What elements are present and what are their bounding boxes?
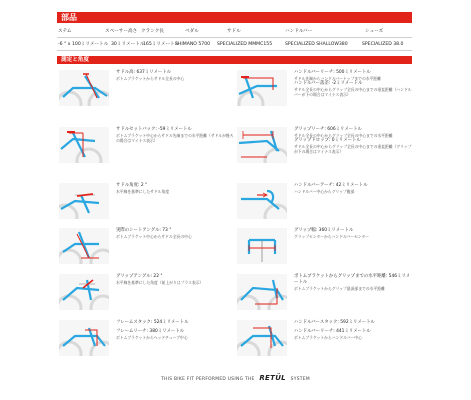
grip-width-diagram	[237, 228, 287, 264]
handlebar-reach-diagram	[237, 70, 287, 106]
bike-fit-diagram-icon	[59, 274, 109, 310]
value-crank: 165ミリメートル	[143, 42, 180, 47]
seat-angle-diagram	[59, 228, 109, 264]
bike-fit-diagram-icon	[237, 127, 287, 163]
handlebar-drop-label: ハンドルバー落差: -2ミリメートル	[294, 81, 363, 86]
measure-grip-reach-drop	[237, 127, 413, 163]
saddle-angle-diagram	[59, 183, 109, 219]
grip-reach-diagram	[237, 127, 287, 163]
grip-drop-label: グリップドロップ: 0ミリメートル	[294, 138, 361, 143]
bike-fit-diagram-icon	[237, 183, 287, 219]
saddle-setback-diagram	[59, 127, 109, 163]
header-spacer: スペーサー高さ	[105, 29, 138, 34]
parts-value-row	[57, 40, 412, 48]
frame-reach-desc: ボトムブラケットからヘッドチューブ中心	[116, 335, 188, 340]
parts-section-title: 部品	[57, 12, 412, 23]
footer-post-text: SYSTEM	[290, 377, 310, 382]
saddle-angle-label: サドル角度: 2 °	[116, 183, 148, 188]
handlebar-reach-desc: サドル先端からハンドルバートップまでの水平距離	[294, 76, 381, 81]
saddle-height-diagram	[59, 70, 109, 106]
handlebar-stack-diagram	[237, 320, 287, 356]
handlebar-reach-label: ハンドルバーリーチ: 500ミリメートル	[294, 70, 371, 75]
measure-handlebar-reach-drop	[237, 70, 413, 106]
grip-angle-diagram	[59, 274, 109, 310]
measure-frame-stack-reach	[59, 320, 235, 356]
header-crank: クランク長	[141, 29, 164, 34]
saddle-angle-desc: 水平線を基準にしたサドル角度	[116, 189, 170, 194]
bike-fit-diagram-icon	[59, 127, 109, 163]
bike-fit-diagram-icon	[237, 274, 287, 310]
saddle-setback-label: サドルセットバック: -59ミリメートル	[116, 127, 192, 132]
value-saddle: SPECIALIZED MMMC155	[217, 41, 273, 47]
measure-grip-angle	[59, 274, 235, 310]
measure-seat-angle	[59, 228, 235, 264]
header-shoes: シューズ	[365, 29, 384, 34]
parts-header-row	[57, 27, 412, 35]
value-stem: -6 ° x 100ミリメートル	[58, 42, 109, 47]
saddle-height-label: サドル高: 637ミリメートル	[116, 70, 172, 75]
value-handlebar: SPECIALIZED SHALLOW380	[285, 41, 348, 47]
footer	[0, 374, 471, 382]
value-pedal: SHIMANO 5700	[175, 41, 211, 47]
bike-fit-diagram-icon	[237, 228, 287, 264]
grip-angle-label: グリップアングル: 22 °	[116, 274, 163, 279]
grip-angle-desc: 水平線を基準にした角度（前上がりはプラス表示）	[116, 280, 204, 285]
handlebar-arch-desc: ハンドルバー中心からグリップ腹部	[294, 189, 355, 194]
header-pedal: ペダル	[185, 29, 199, 34]
footer-pre-text: THIS BIKE FIT PERFORMED USING THE	[161, 377, 255, 382]
grip-reach-label: グリップリーチ: 606ミリメートル	[294, 127, 362, 132]
handlebar-stack-label: ハンドルバースタック: 592ミリメートル	[294, 320, 375, 325]
grip-width-label: グリップ幅: 360ミリメートル	[294, 228, 354, 233]
measure-handlebar-stack-reach	[237, 320, 413, 356]
value-spacer: 30ミリメートル	[111, 42, 145, 47]
retul-logo: RETÜL	[259, 374, 286, 382]
measure-saddle-setback	[59, 127, 235, 163]
bike-fit-diagram-icon	[59, 320, 109, 356]
saddle-setback-desc: ボトムブラケット中心からサドル先端までの水平距離（サドルが後ろの場合はマイナス表示）	[116, 133, 234, 143]
seat-angle-label: 実際のシートアングル: 73 °	[116, 228, 172, 233]
seat-angle-desc: ボトムブラケット中心からサドル全長の中心	[116, 234, 192, 239]
measure-saddle-angle	[59, 183, 235, 219]
handlebar-reach2-label: ハンドルバーリーチ: 441ミリメートル	[294, 329, 371, 334]
header-saddle: サドル	[227, 29, 241, 34]
handlebar-drop-desc: サドル全長の中心からグリップ全長の中心までの垂直距離（ハンドルバーが下の場合はマイナス表示）	[294, 87, 412, 97]
measure-handlebar-arch	[237, 183, 413, 219]
grip-reach-desc: サドル全長の中心からグリップ全長の中心までの水平距離	[294, 133, 393, 138]
bb-to-grip-diagram	[237, 274, 287, 310]
bike-fit-diagram-icon	[59, 70, 109, 106]
parts-divider-bottom	[57, 50, 412, 51]
measure-grip-width	[237, 228, 413, 264]
bike-fit-diagram-icon	[237, 70, 287, 106]
grip-width-desc: グリップセンターからハンドルバーセンター	[294, 234, 370, 239]
measure-section-title: 測定と角度	[57, 56, 412, 64]
header-handlebar: ハンドルバー	[285, 29, 313, 34]
header-stem: ステム	[58, 29, 72, 34]
bike-fit-diagram-icon	[59, 228, 109, 264]
parts-divider-top	[57, 37, 412, 38]
frame-stack-label: フレームスタック: 524ミリメートル	[116, 320, 189, 325]
handlebar-arch-label: ハンドルバーアーチ: 42ミリメートル	[294, 183, 368, 188]
frame-stack-diagram	[59, 320, 109, 356]
bb-to-grip-desc: ボトムブラケットからグリップ最深部までの水平距離	[294, 286, 385, 291]
bike-fit-diagram-icon	[59, 183, 109, 219]
saddle-height-desc: ボトムブラケットからサドル全長の中心	[116, 76, 185, 81]
value-shoes: SPECIALIZED 38.0	[362, 41, 404, 47]
handlebar-arch-diagram	[237, 183, 287, 219]
handlebar-reach2-desc: ボトムブラケットからハンドルバー中心	[294, 335, 362, 340]
measure-saddle-height	[59, 70, 235, 106]
bb-to-grip-label: ボトムブラケットからグリップまでの水平距離: 546ミリメートル	[294, 274, 411, 285]
bike-fit-diagram-icon	[237, 320, 287, 356]
grip-drop-desc: サドル全長の中心からグリップ全長の中心までの垂直距離（グリップが下の場合はマイナス表示）	[294, 144, 412, 154]
frame-reach-label: フレームリーチ: 380ミリメートル	[116, 329, 185, 334]
measure-bb-to-grip	[237, 274, 413, 310]
